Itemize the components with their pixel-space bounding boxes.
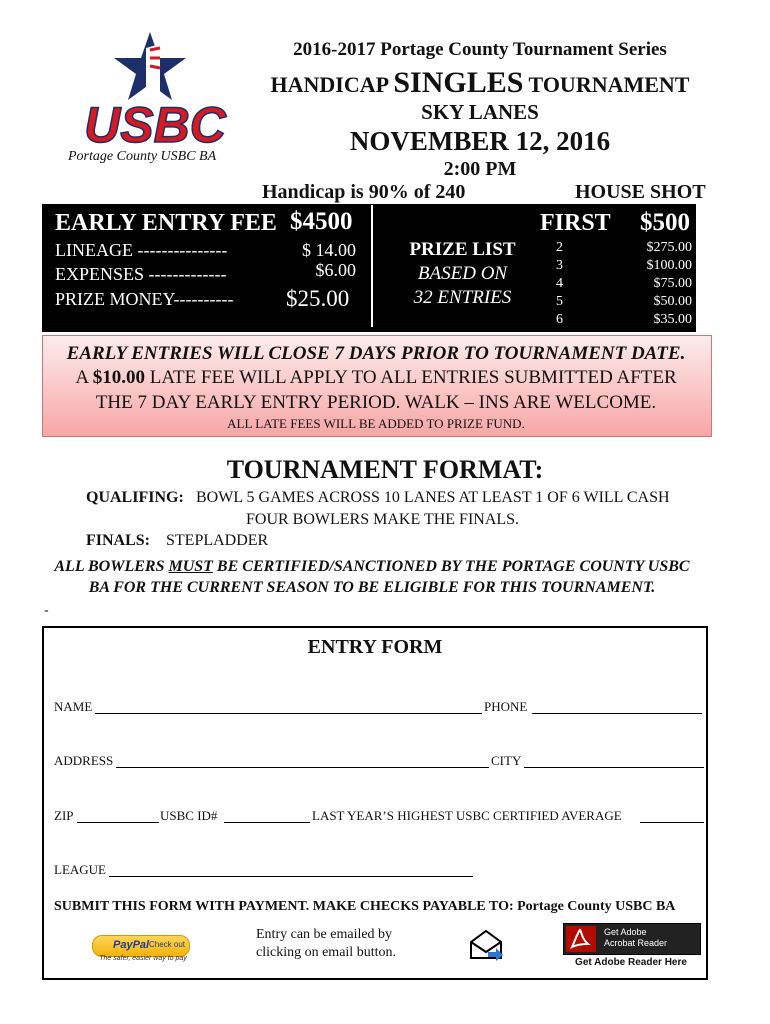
tournament-date: NOVEMBER 12, 2016 <box>349 126 611 156</box>
place-number: 6 <box>556 312 563 327</box>
average-field[interactable] <box>640 808 704 823</box>
usbc-id-field[interactable] <box>224 808 310 823</box>
late-fee-amount: $10.00 <box>92 367 145 388</box>
title-main: SINGLES <box>393 66 524 99</box>
average-label: LAST YEAR’S HIGHEST USBC CERTIFIED AVERAGE <box>312 808 622 823</box>
certification-line-1 <box>0 558 744 576</box>
prize-list-sub1: BASED ON <box>417 263 508 284</box>
early-entry-amount: $4500 <box>290 208 353 235</box>
city-field[interactable] <box>524 753 704 768</box>
league-field[interactable] <box>109 862 473 877</box>
first-place-amount: $500 <box>640 209 690 236</box>
place-amount: $275.00 <box>646 240 692 255</box>
usbc-logo-text: USBC <box>84 98 226 150</box>
fee-amount-expenses: $6.00 <box>315 260 356 280</box>
email-icon[interactable] <box>468 928 504 962</box>
prize-list-sub2: 32 ENTRIES <box>413 287 512 308</box>
zip-field[interactable] <box>77 808 159 823</box>
adobe-line-2: Acrobat Reader <box>604 938 668 948</box>
usbc-id-label: USBC ID# <box>160 808 218 823</box>
submit-instructions: SUBMIT THIS FORM WITH PAYMENT. MAKE CHECKS PAYABLE TO: Portage County USBC BA <box>54 899 676 914</box>
certification-line-2: BA FOR THE CURRENT SEASON TO BE ELIGIBLE FOR THIS TOURNAMENT. <box>88 579 656 596</box>
adobe-reader-button[interactable] <box>563 923 701 955</box>
address-field[interactable] <box>116 753 489 768</box>
venue: SKY LANES <box>421 100 539 124</box>
city-label: CITY <box>491 753 522 768</box>
handicap-info: Handicap is 90% of 240 <box>262 181 466 203</box>
paypal-logo: PayPal <box>113 939 150 951</box>
place-number: 4 <box>556 276 563 291</box>
place-amount: $35.00 <box>653 312 692 327</box>
paypal-tagline: The safer, easier way to pay <box>99 955 187 962</box>
fee-amount-lineage: $ 14.00 <box>302 240 356 260</box>
prize-money-amount: $25.00 <box>286 286 350 311</box>
tournament-title <box>250 66 710 100</box>
title-pre: HANDICAP <box>270 72 394 97</box>
qualifying-line-2: FOUR BOWLERS MAKE THE FINALS. <box>246 511 520 528</box>
fee-divider <box>371 205 373 327</box>
prize-list-info <box>400 238 525 310</box>
name-field[interactable] <box>95 699 482 714</box>
qualifying-label: QUALIFING: <box>86 489 184 506</box>
prize-list-heading: PRIZE LIST <box>409 239 516 260</box>
place-number: 2 <box>556 240 563 255</box>
early-entry-label: EARLY ENTRY FEE <box>55 210 277 236</box>
fee-line-lineage: LINEAGE --------------- <box>55 240 228 260</box>
notice-line-2 <box>42 367 710 389</box>
place-amount: $75.00 <box>653 276 692 291</box>
cert-must: MUST <box>168 558 213 575</box>
place-amount: $50.00 <box>653 294 692 309</box>
entry-form-title: ENTRY FORM <box>307 636 443 658</box>
adobe-reader-link[interactable]: Get Adobe Reader Here <box>575 957 687 968</box>
name-label: NAME <box>54 699 93 714</box>
qualifying-line-1: BOWL 5 GAMES ACROSS 10 LANES AT LEAST 1 OF 6 WILL CASH <box>196 489 670 506</box>
finals-text: STEPLADDER <box>166 532 269 549</box>
usbc-logo <box>55 98 255 150</box>
format-title: TOURNAMENT FORMAT: <box>226 455 544 484</box>
place-number: 5 <box>556 294 563 309</box>
email-note: Entry can be emailed by clicking on email button. <box>256 927 396 960</box>
notice-line-2-post: LATE FEE WILL APPLY TO ALL ENTRIES SUBMITTED AFTER <box>145 367 677 388</box>
notice-line-4: ALL LATE FEES WILL BE ADDED TO PRIZE FUND. <box>227 416 525 431</box>
fee-line-prize-money: PRIZE MONEY---------- <box>55 289 234 309</box>
address-label: ADDRESS <box>54 753 114 768</box>
finals-label: FINALS: <box>86 532 151 549</box>
adobe-acrobat-icon <box>566 926 596 952</box>
league-label: LEAGUE <box>54 862 106 877</box>
paypal-checkout-button[interactable] <box>92 935 190 957</box>
title-post: TOURNAMENT <box>523 72 690 97</box>
stray-dash: - <box>44 603 49 618</box>
first-place-label: FIRST <box>540 210 611 236</box>
place-amount: $100.00 <box>646 258 692 273</box>
oil-pattern: HOUSE SHOT <box>575 181 706 203</box>
cert-pre: ALL BOWLERS <box>54 558 169 575</box>
notice-line-1: EARLY ENTRIES WILL CLOSE 7 DAYS PRIOR TO TOURNAMENT DATE. <box>66 343 686 364</box>
start-time: 2:00 PM <box>443 158 517 180</box>
series-title: 2016-2017 Portage County Tournament Series <box>293 39 667 60</box>
notice-line-2-pre: A <box>75 367 93 388</box>
zip-label: ZIP <box>54 808 74 823</box>
place-number: 3 <box>556 258 563 273</box>
adobe-line-1: Get Adobe <box>604 927 647 937</box>
cert-post: BE CERTIFIED/SANCTIONED BY THE PORTAGE COUNTY USBC <box>212 558 690 575</box>
notice-line-3: THE 7 DAY EARLY ENTRY PERIOD. WALK – INS ARE WELCOME. <box>95 392 657 413</box>
logo-caption: Portage County USBC BA <box>68 149 217 164</box>
phone-label: PHONE <box>484 699 528 714</box>
phone-field[interactable] <box>532 699 702 714</box>
fee-line-expenses: EXPENSES ------------- <box>55 264 227 284</box>
paypal-checkout-label: Check out <box>149 940 186 949</box>
usbc-star-icon <box>110 28 190 108</box>
